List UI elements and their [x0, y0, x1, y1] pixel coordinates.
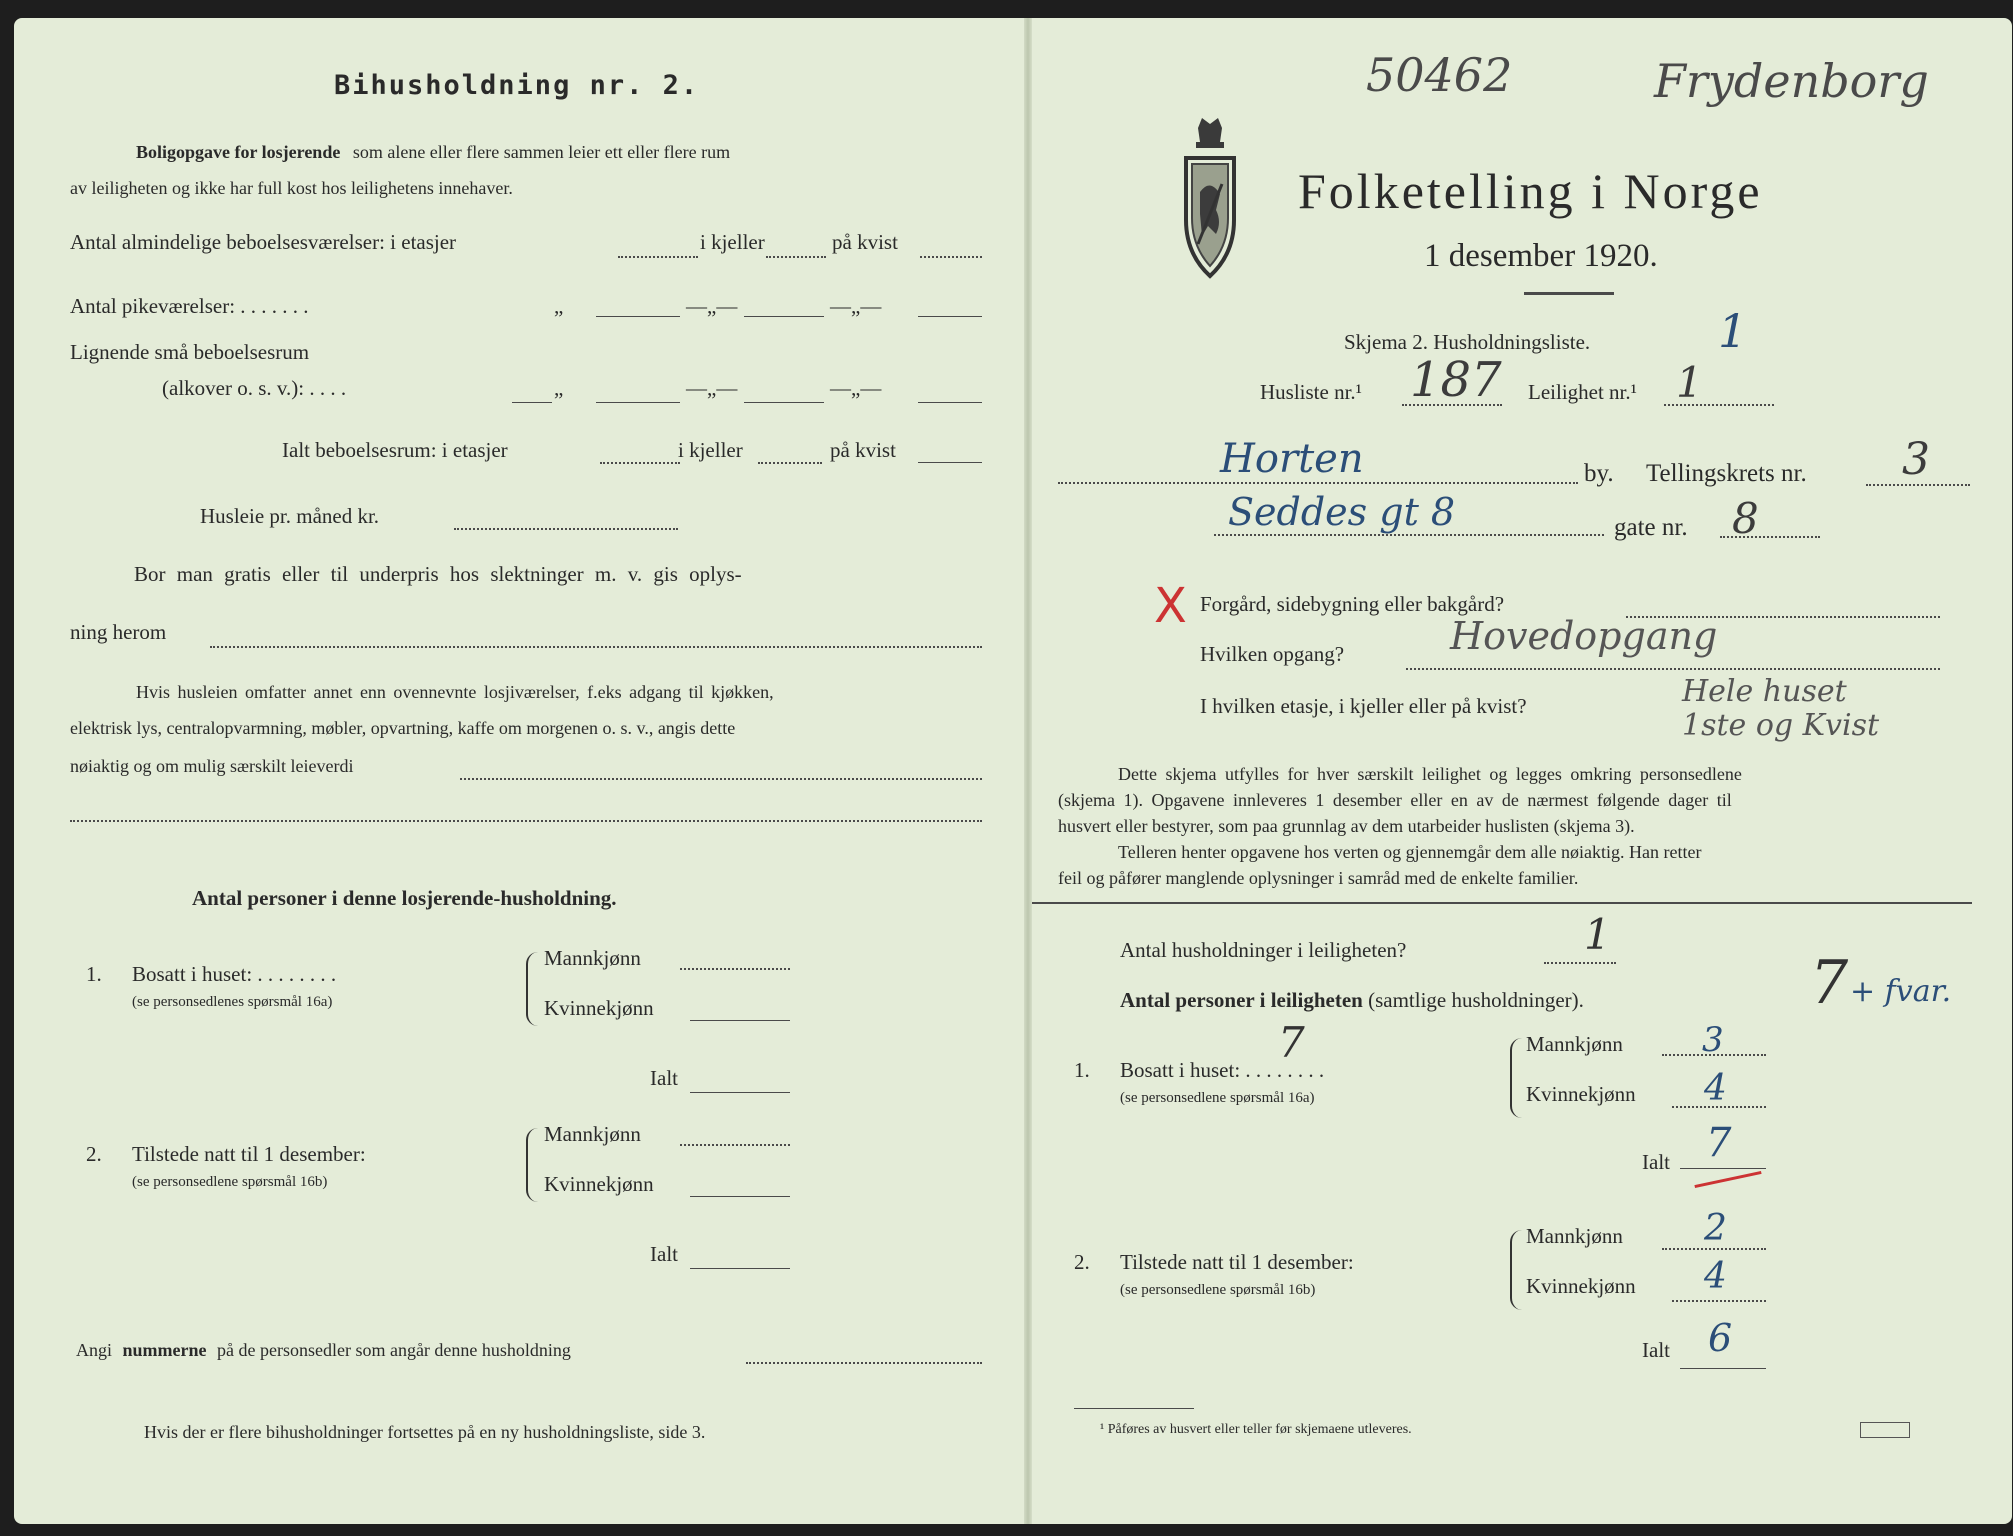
hush-question: Antal husholdninger i leiligheten?: [1120, 938, 1407, 962]
alm-kjeller-field[interactable]: [766, 256, 826, 258]
hush-field: [1544, 962, 1616, 964]
alm-label: Antal almindelige beboelsesværelser: i etasjer: [70, 230, 457, 254]
gate-value[interactable]: Seddes gt 8: [1228, 490, 1456, 534]
pike-ditto-2: —„—: [686, 294, 738, 318]
r-q1-label: Bosatt i huset: . . . . . . . .: [1120, 1058, 1325, 1082]
by-field: [1058, 482, 1578, 484]
instr-line-5: feil og påfører manglende oplysninger i samråd med de enkelte familier.: [1058, 868, 1579, 888]
gate-nr-value[interactable]: 8: [1732, 494, 1759, 543]
lign-pre-line: [512, 402, 552, 403]
l-q1-note: (se personsedlenes spørsmål 16a): [132, 994, 333, 1010]
pers-question-rest: (samtlige husholdninger).: [1368, 988, 1584, 1012]
instr-line-3: husvert eller bestyrer, som paa grunnlag av dem utarbeider huslisten (skjema 3).: [1058, 816, 1635, 836]
angi-pre: Angi: [76, 1340, 112, 1360]
l-q2-label: Tilstede natt til 1 desember:: [132, 1142, 366, 1166]
r-q2-ialt-label: Ialt: [1642, 1338, 1670, 1362]
pike-label: Antal pikeværelser: . . . . . . .: [70, 294, 309, 318]
intro-bold: Boligopgave for losjerende: [136, 142, 341, 162]
r-q2-kvinne-field: [1672, 1300, 1766, 1302]
gate-nr-field: [1720, 536, 1820, 538]
ialt-kjeller-field[interactable]: [758, 462, 822, 464]
r-q1-note: (se personsedlene spørsmål 16a): [1120, 1090, 1315, 1106]
r-q2-kvinne-value[interactable]: 4: [1704, 1256, 1727, 1297]
l-q2-kvinne-field[interactable]: [690, 1196, 790, 1197]
bor-field[interactable]: [210, 646, 982, 648]
skjema-handwritten: 1: [1718, 304, 1748, 358]
date-underline: [1524, 292, 1614, 295]
r-q1-kvinne-value[interactable]: 4: [1704, 1068, 1727, 1109]
intro-line-2: av leiligheten og ikke har full kost hos leilighetens innehaver.: [70, 178, 513, 198]
pers-question-bold: Antal personer i leiligheten: [1120, 988, 1363, 1012]
pike-ditto-3: —„—: [830, 294, 882, 318]
ialt-kjeller-label: i kjeller: [678, 438, 743, 462]
instr-line-1: Dette skjema utfylles for hver særskilt leilighet og legges omkring personsedlene: [1118, 764, 1742, 784]
opgang-question: Hvilken opgang?: [1200, 642, 1345, 666]
hvis-line-1: Hvis husleien omfatter annet enn ovennevnte losjiværelser, f.eks adgang til kjøkken,: [136, 682, 774, 702]
gate-label: gate nr.: [1614, 514, 1688, 541]
l-q1-mann-label: Mannkjønn: [544, 946, 641, 970]
archive-number: 50462: [1366, 48, 1513, 102]
l-q2-ialt-label: Ialt: [650, 1242, 678, 1266]
by-label: by.: [1584, 460, 1614, 487]
leilighet-field: [1664, 404, 1774, 406]
ialt-kvist-label: på kvist: [830, 438, 896, 462]
l-q1-brace: [526, 952, 538, 1026]
instr-line-4: Telleren henter opgavene hos verten og gjennemgår dem alle nøiaktig. Han retter: [1118, 842, 1702, 862]
r-q2-kvinne-label: Kvinnekjønn: [1526, 1274, 1636, 1298]
hvis-field[interactable]: [460, 778, 982, 780]
forgard-mark: X: [1154, 578, 1187, 634]
l-q2-num: 2.: [86, 1142, 102, 1166]
lign-label-1: Lignende små beboelsesrum: [70, 340, 310, 364]
instr-line-2: (skjema 1). Opgavene innleveres 1 desember eller en av de nærmest følgende dager til: [1058, 790, 1732, 810]
l-q2-note: (se personsedlene spørsmål 16b): [132, 1174, 328, 1190]
l-q1-kvinne-field[interactable]: [690, 1020, 790, 1021]
r-q2-mann-field: [1662, 1248, 1766, 1250]
husleie-label: Husleie pr. måned kr.: [200, 504, 380, 528]
r-q1-handwritten: 7: [1278, 1018, 1305, 1067]
left-title: Bihusholdning nr. 2.: [334, 70, 700, 101]
r-q2-ialt-value[interactable]: 6: [1708, 1316, 1733, 1360]
antal-title: Antal personer i denne losjerende-husholdning.: [192, 886, 617, 910]
r-q2-note: (se personsedlene spørsmål 16b): [1120, 1282, 1316, 1298]
opgang-field: [1406, 668, 1940, 670]
bor-line-1: Bor man gratis eller til underpris hos slektninger m. v. gis oplys-: [134, 562, 742, 586]
r-q2-brace: [1510, 1230, 1522, 1310]
alm-kvist-field[interactable]: [920, 256, 982, 258]
place-note: Frydenborg: [1654, 54, 1929, 108]
opgang-value[interactable]: Hovedopgang: [1450, 614, 1718, 658]
printer-mark: [1860, 1422, 1910, 1438]
angi-field[interactable]: [746, 1362, 982, 1364]
r-q1-ialt-red-mark: [1694, 1171, 1761, 1188]
lign-label-2: (alkover o. s. v.): . . . .: [162, 376, 347, 400]
etasje-value-2[interactable]: 1ste og Kvist: [1682, 708, 1880, 743]
etasje-value-1[interactable]: Hele huset: [1682, 674, 1847, 709]
ialt-rum-label: Ialt beboelsesrum: i etasjer: [282, 438, 508, 462]
pers-question: [1120, 988, 1584, 1013]
pike-etasjer-field[interactable]: [596, 316, 680, 317]
r-q1-kvinne-label: Kvinnekjønn: [1526, 1082, 1636, 1106]
pike-ditto: „: [554, 294, 564, 318]
hvis-line-2: elektrisk lys, centralopvarmning, møbler, opvartning, kaffe om morgenen o. s. v., angis dette: [70, 718, 736, 738]
r-q1-num: 1.: [1074, 1058, 1090, 1082]
l-q1-ialt-label: Ialt: [650, 1066, 678, 1090]
leilighet-value[interactable]: 1: [1676, 358, 1703, 407]
pers-value[interactable]: 7: [1810, 948, 1849, 1018]
krets-value[interactable]: 3: [1902, 434, 1930, 485]
alm-kjeller-label: i kjeller: [700, 230, 765, 254]
divider: [1032, 902, 1972, 904]
husliste-value[interactable]: 187: [1410, 352, 1502, 408]
lign-kjeller-field[interactable]: [744, 402, 824, 403]
husliste-label: Husliste nr.¹: [1260, 380, 1362, 404]
intro-rest: som alene eller flere sammen leier ett eller flere rum: [352, 142, 731, 162]
pike-kjeller-field[interactable]: [744, 316, 824, 317]
r-q1-mann-field: [1662, 1054, 1766, 1056]
hush-value[interactable]: 1: [1584, 910, 1611, 959]
page-fold: [1024, 18, 1032, 1524]
coat-of-arms-icon: [1176, 114, 1244, 282]
l-q2-mann-field[interactable]: [680, 1144, 790, 1146]
r-q1-ialt-value[interactable]: 7: [1706, 1120, 1732, 1166]
husliste-field: [1402, 404, 1502, 406]
angi-line: [76, 1340, 571, 1361]
r-q1-ialt-label: Ialt: [1642, 1150, 1670, 1174]
ialt-etasjer-field[interactable]: [600, 462, 680, 464]
by-value[interactable]: Horten: [1220, 436, 1364, 482]
l-q2-brace: [526, 1128, 538, 1202]
r-q1-mann-label: Mannkjønn: [1526, 1032, 1623, 1056]
forgard-question: Forgård, sidebygning eller bakgård?: [1200, 592, 1505, 616]
left-footer: Hvis der er flere bihusholdninger fortsettes på en ny husholdningsliste, side 3.: [144, 1422, 706, 1442]
husleie-field[interactable]: [454, 528, 678, 530]
r-q2-num: 2.: [1074, 1250, 1090, 1274]
census-form-sheet: [14, 18, 2012, 1524]
lign-ditto: „: [554, 376, 564, 400]
l-q1-kvinne-label: Kvinnekjønn: [544, 996, 654, 1020]
l-q1-num: 1.: [86, 962, 102, 986]
l-q2-kvinne-label: Kvinnekjønn: [544, 1172, 654, 1196]
l-q2-ialt-field[interactable]: [690, 1268, 790, 1269]
r-q1-brace: [1510, 1038, 1522, 1118]
r-q1-ialt-field: [1680, 1168, 1766, 1169]
l-q2-mann-label: Mannkjønn: [544, 1122, 641, 1146]
footnote: ¹ Påføres av husvert eller teller før skjemaene utleveres.: [1100, 1422, 1412, 1437]
r-q1-mann-value[interactable]: 3: [1702, 1020, 1724, 1060]
lign-etasjer-field[interactable]: [596, 402, 680, 403]
skjema-label: Skjema 2. Husholdningsliste.: [1344, 330, 1591, 354]
l-q1-mann-field[interactable]: [680, 968, 790, 970]
krets-label: Tellingskrets nr.: [1646, 460, 1807, 487]
hvis-field-2[interactable]: [70, 820, 982, 822]
krets-field: [1866, 484, 1970, 486]
footnote-rule: [1074, 1408, 1194, 1409]
r-q2-ialt-field: [1680, 1368, 1766, 1369]
right-title: Folketelling i Norge: [1298, 163, 1763, 219]
lign-ditto-2: —„—: [686, 376, 738, 400]
alm-kvist-label: på kvist: [832, 230, 898, 254]
pike-kvist-field[interactable]: [918, 316, 982, 317]
intro-line-1: [136, 142, 730, 163]
bor-line-2: ning herom: [70, 620, 167, 644]
lign-ditto-3: —„—: [830, 376, 882, 400]
lign-kvist-field[interactable]: [918, 402, 982, 403]
angi-rest: på de personsedler som angår denne husholdning: [217, 1340, 571, 1360]
leilighet-label: Leilighet nr.¹: [1528, 380, 1637, 404]
r-q2-mann-value[interactable]: 2: [1704, 1208, 1727, 1249]
r-q2-label: Tilstede natt til 1 desember:: [1120, 1250, 1354, 1274]
ialt-kvist-field[interactable]: [918, 462, 982, 463]
gate-field: [1214, 534, 1604, 536]
l-q1-label: Bosatt i huset: . . . . . . . .: [132, 962, 337, 986]
angi-bold: nummerne: [122, 1340, 207, 1360]
alm-etasjer-field[interactable]: [618, 256, 698, 258]
r-q1-kvinne-field: [1672, 1106, 1766, 1108]
census-date: 1 desember 1920.: [1424, 238, 1658, 274]
pers-note: + fvar.: [1850, 974, 1952, 1009]
r-q2-mann-label: Mannkjønn: [1526, 1224, 1623, 1248]
hvis-line-3: nøiaktig og om mulig særskilt leieverdi: [70, 756, 354, 776]
l-q1-ialt-field[interactable]: [690, 1092, 790, 1093]
etasje-question: I hvilken etasje, i kjeller eller på kvist?: [1200, 694, 1527, 718]
